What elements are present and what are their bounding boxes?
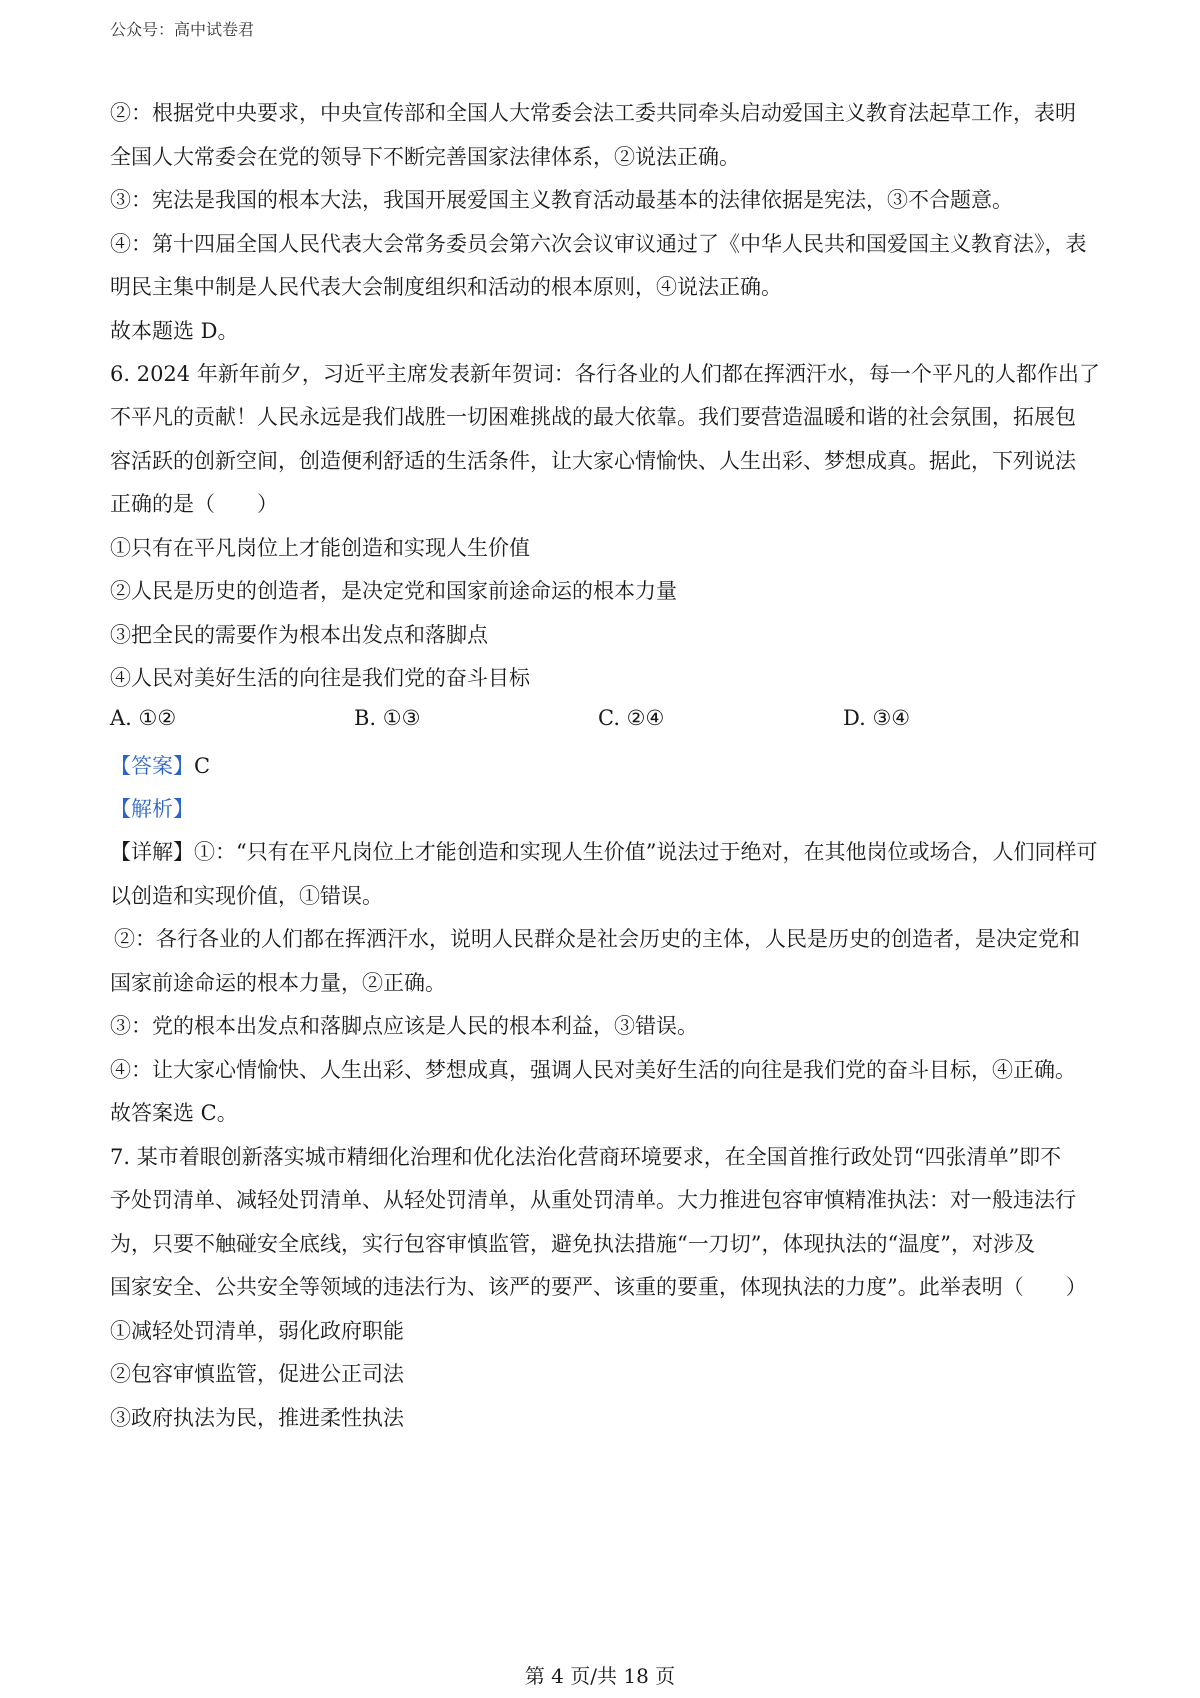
q7-item: ②包容审慎监管，促进公正司法 — [110, 1362, 404, 1386]
q6-item: ③把全民的需要作为根本出发点和落脚点 — [110, 623, 488, 647]
detail-line: 国家前途命运的根本力量，②正确。 — [110, 971, 446, 995]
q7-stem-line: 予处罚清单、减轻处罚清单、从轻处罚清单，从重处罚清单。大力推进包容审慎精准执法：对一般违法行 — [110, 1188, 1076, 1212]
q5-analysis-line: ④：第十四届全国人民代表大会常务委员会第六次会议审议通过了《中华人民共和国爱国主义教育法》，表 — [110, 232, 1087, 256]
answer-value: C — [194, 754, 211, 778]
option-c: C. ②④ — [598, 706, 665, 730]
answer-tag: 【答案】 — [110, 754, 194, 778]
q7-item: ③政府执法为民，推进柔性执法 — [110, 1406, 404, 1430]
q5-analysis-line: 明民主集中制是人民代表大会制度组织和活动的根本原则，④说法正确。 — [110, 275, 782, 299]
analysis-tag-line — [110, 793, 194, 823]
detail-line — [110, 836, 1097, 866]
q7-stem-line: 国家安全、公共安全等领域的违法行为、该严的要严、该重的要重，体现执法的力度”。此举表明（ ） — [110, 1275, 1087, 1299]
q6-item: ②人民是历史的创造者，是决定党和国家前途命运的根本力量 — [110, 579, 677, 603]
q6-options — [110, 706, 990, 736]
detail-line: ③：党的根本出发点和落脚点应该是人民的根本利益，③错误。 — [110, 1014, 698, 1038]
answer-line — [110, 750, 210, 780]
q7-stem-line: 为，只要不触碰安全底线，实行包容审慎监管，避免执法措施“一刀切”，体现执法的“温度”，对涉及 — [110, 1232, 1035, 1256]
option-d: D. ③④ — [843, 706, 911, 730]
q6-stem-line: 正确的是（ ） — [110, 492, 278, 516]
q6-conclusion: 故答案选 C。 — [110, 1101, 238, 1125]
option-a: A. ①② — [110, 706, 177, 730]
q6-stem-line: 不平凡的贡献！人民永远是我们战胜一切困难挑战的最大依靠。我们要营造温暖和谐的社会氛围，拓展包 — [110, 405, 1076, 429]
detail-text: ①：“只有在平凡岗位上才能创造和实现人生价值”说法过于绝对，在其他岗位或场合，人们同样可 — [194, 840, 1098, 864]
q6-item: ①只有在平凡岗位上才能创造和实现人生价值 — [110, 536, 530, 560]
q5-conclusion: 故本题选 D。 — [110, 319, 239, 343]
q7-item: ①减轻处罚清单，弱化政府职能 — [110, 1319, 404, 1343]
detail-line: 以创造和实现价值，①错误。 — [110, 884, 383, 908]
q5-analysis-line: ③：宪法是我国的根本大法，我国开展爱国主义教育活动最基本的法律依据是宪法，③不合题意。 — [110, 188, 1013, 212]
source-header: 公众号：高中试卷君 — [110, 20, 255, 39]
detail-line: ②：各行各业的人们都在挥洒汗水，说明人民群众是社会历史的主体，人民是历史的创造者，是决定党和 — [114, 927, 1080, 951]
q6-item: ④人民对美好生活的向往是我们党的奋斗目标 — [110, 666, 530, 690]
analysis-tag: 【解析】 — [110, 797, 194, 821]
page-footer: 第 4 页/共 18 页 — [524, 1664, 676, 1688]
detail-tag: 【详解】 — [110, 840, 194, 864]
detail-line: ④：让大家心情愉快、人生出彩、梦想成真，强调人民对美好生活的向往是我们党的奋斗目标，④正确。 — [110, 1058, 1076, 1082]
q5-analysis-line: ②：根据党中央要求，中央宣传部和全国人大常委会法工委共同牵头启动爱国主义教育法起草工作，表明 — [110, 101, 1076, 125]
q7-stem-line: 7. 某市着眼创新落实城市精细化治理和优化法治化营商环境要求，在全国首推行政处罚“四张清单”即不 — [110, 1145, 1062, 1169]
q6-stem-line: 容活跃的创新空间，创造便利舒适的生活条件，让大家心情愉快、人生出彩、梦想成真。据此，下列说法 — [110, 449, 1076, 473]
q6-stem-line: 6. 2024 年新年前夕，习近平主席发表新年贺词：各行各业的人们都在挥洒汗水，每一个平凡的人都作出了 — [110, 362, 1100, 386]
option-b: B. ①③ — [354, 706, 421, 730]
q5-analysis-line: 全国人大常委会在党的领导下不断完善国家法律体系，②说法正确。 — [110, 145, 740, 169]
